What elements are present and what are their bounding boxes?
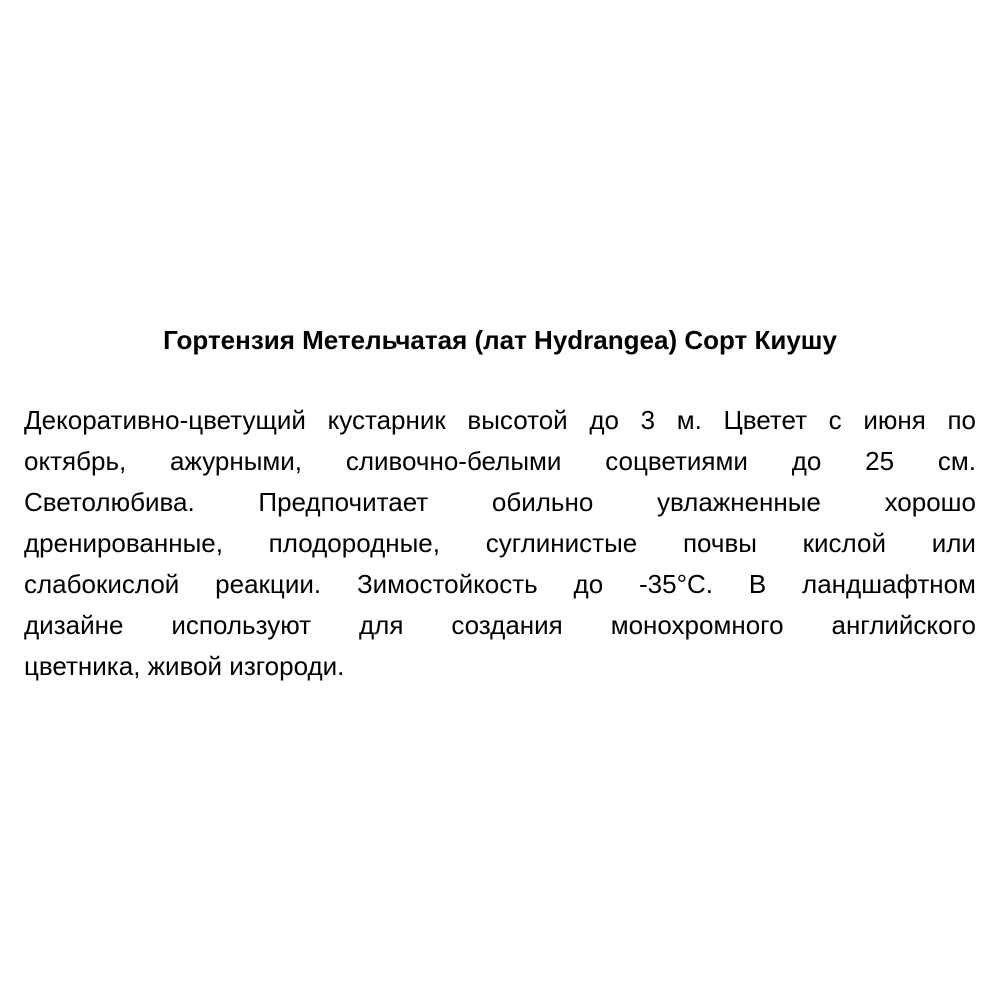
word: -35°С. bbox=[639, 569, 713, 599]
word: обильно bbox=[491, 487, 594, 517]
word: Предпочитает bbox=[258, 487, 429, 517]
word: 3 bbox=[640, 405, 656, 435]
word: английского bbox=[831, 610, 976, 640]
word: см. bbox=[937, 446, 976, 476]
word: слабокислой bbox=[24, 569, 180, 599]
paragraph-line bbox=[24, 564, 976, 605]
paragraph-line bbox=[24, 605, 976, 646]
word: используют bbox=[171, 610, 312, 640]
word: монохромного bbox=[610, 610, 784, 640]
word: Декоративно-цветущий bbox=[24, 405, 306, 435]
word: сливочно-белыми bbox=[345, 446, 562, 476]
word: кислой bbox=[802, 528, 887, 558]
word: кустарник bbox=[327, 405, 446, 435]
word: Зимостойкость bbox=[356, 569, 538, 599]
word: июня bbox=[863, 405, 926, 435]
word: ландшафтном bbox=[802, 569, 976, 599]
word: плодородные, bbox=[268, 528, 440, 558]
paragraph-line bbox=[24, 400, 976, 441]
word: высотой bbox=[467, 405, 568, 435]
word: почвы bbox=[682, 528, 757, 558]
paragraph-line bbox=[24, 441, 976, 482]
word: до bbox=[589, 405, 619, 435]
paragraph-line bbox=[24, 523, 976, 564]
paragraph-line bbox=[24, 482, 976, 523]
word: до bbox=[791, 446, 822, 476]
word: увлажненные bbox=[656, 487, 821, 517]
word: В bbox=[748, 569, 767, 599]
word: с bbox=[828, 405, 842, 435]
word: реакции. bbox=[215, 569, 322, 599]
word: для bbox=[358, 610, 404, 640]
word: Цветет bbox=[723, 405, 808, 435]
word: м. bbox=[676, 405, 702, 435]
word: ажурными, bbox=[170, 446, 303, 476]
word: до bbox=[573, 569, 604, 599]
page-title: Гортензия Метельчатая (лат Hydrangea) Сорт Киушу bbox=[163, 325, 837, 355]
word: хорошо bbox=[884, 487, 976, 517]
word: или bbox=[931, 528, 976, 558]
word: дренированные, bbox=[24, 528, 223, 558]
word: октябрь, bbox=[24, 446, 127, 476]
word: соцветиями bbox=[605, 446, 748, 476]
paragraph-line: цветника, живой изгороди. bbox=[24, 651, 345, 681]
word: суглинистые bbox=[485, 528, 638, 558]
word: Светолюбива. bbox=[24, 487, 195, 517]
word: по bbox=[947, 405, 976, 435]
description-paragraph bbox=[24, 400, 976, 687]
word: дизайне bbox=[24, 610, 124, 640]
word: 25 bbox=[865, 446, 895, 476]
word: создания bbox=[451, 610, 563, 640]
